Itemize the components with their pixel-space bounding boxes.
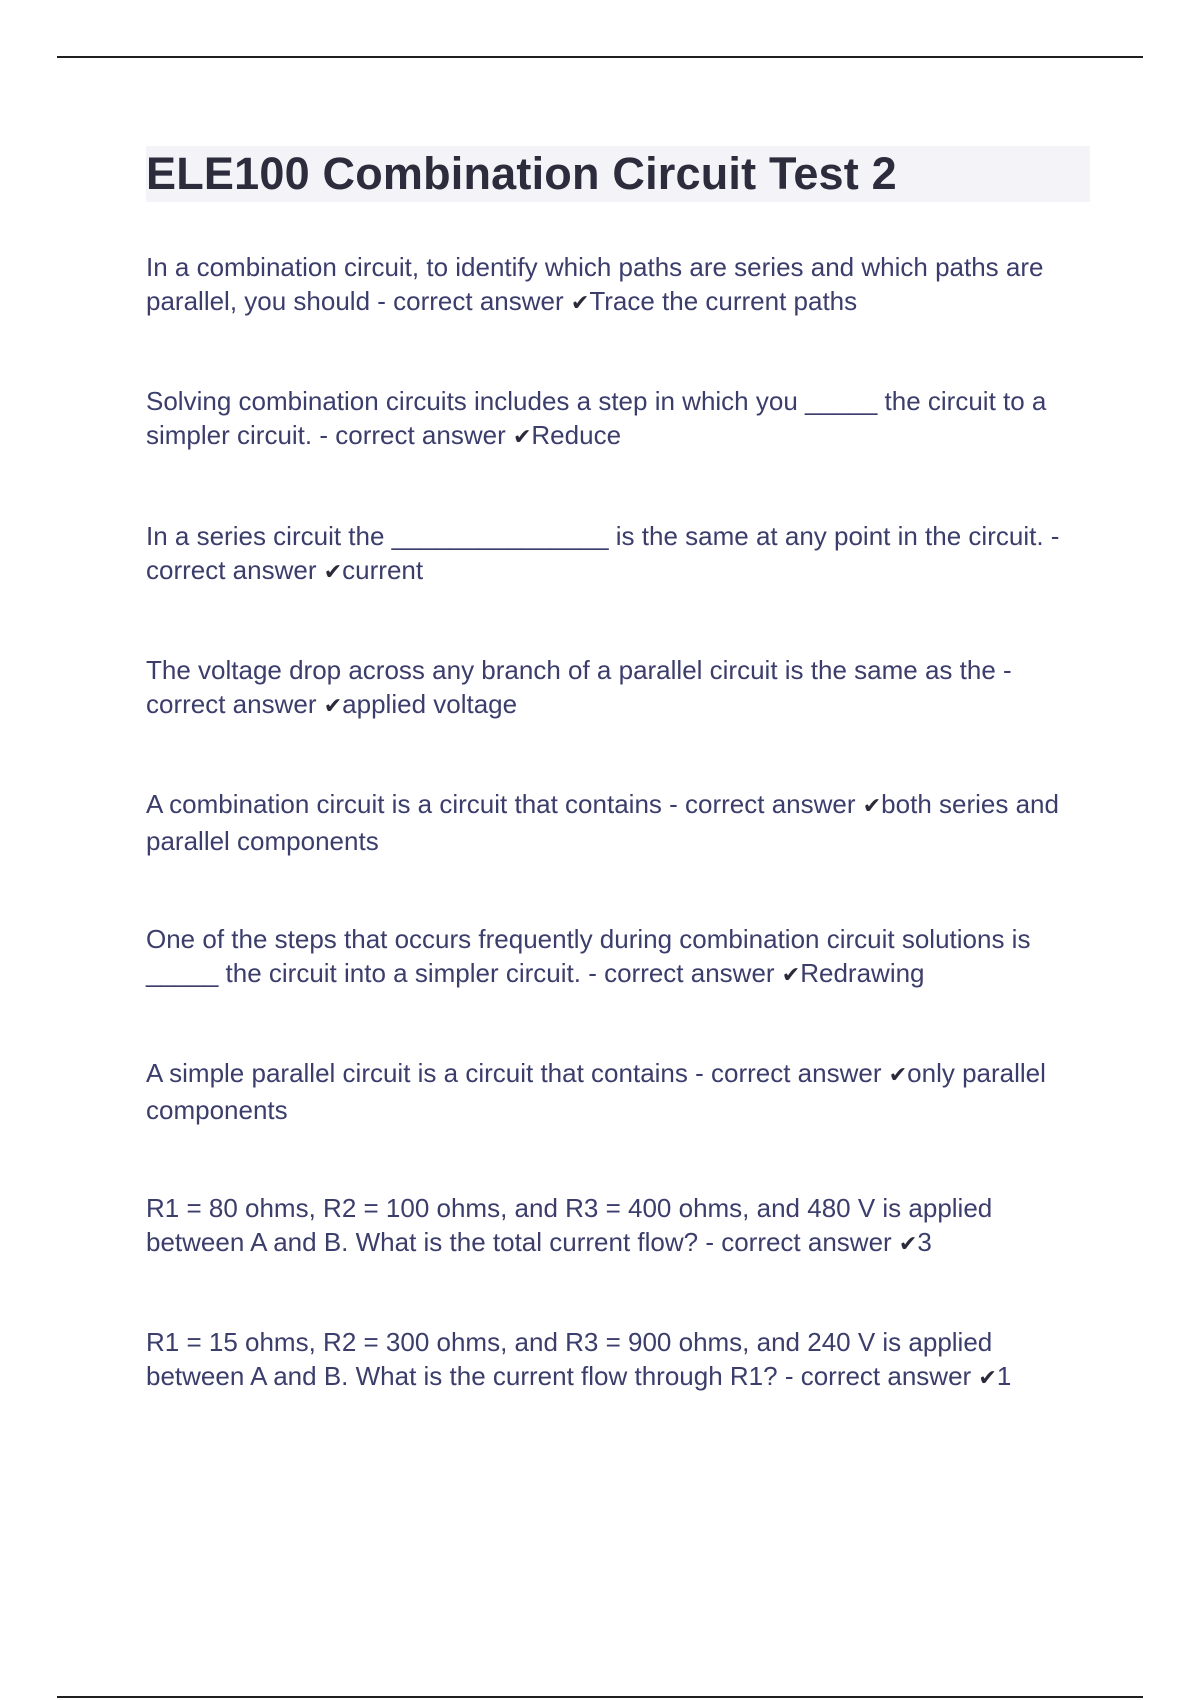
top-rule: [57, 56, 1143, 58]
question-text: One of the steps that occurs frequently during combination circuit solutions is _____ the circuit into a simpler circuit. - correct answer: [146, 924, 1031, 988]
question-text: Solving combination circuits includes a step in which you _____ the circuit to a simpler circuit. - correct answer: [146, 386, 1047, 450]
question-text: R1 = 15 ohms, R2 = 300 ohms, and R3 = 900 ohms, and 240 V is applied between A and B. What is the current flow through R1? - correct answer: [146, 1327, 993, 1391]
question-text: A combination circuit is a circuit that contains - correct answer: [146, 789, 863, 819]
checkmark-icon: ✔: [323, 560, 343, 585]
answer-text: applied voltage: [342, 689, 518, 719]
qa-item-6: [146, 922, 1090, 993]
question-text: In a series circuit the _______________ is the same at any point in the circuit. - correct answer: [146, 521, 1060, 585]
question-text: In a combination circuit, to identify which paths are series and which paths are parallel, you should - correct answer: [146, 252, 1044, 316]
page-title: ELE100 Combination Circuit Test 2: [146, 146, 1090, 202]
answer-text: Trace the current paths: [589, 286, 858, 316]
checkmark-icon: ✔: [898, 1232, 918, 1257]
answer-text: 3: [917, 1227, 932, 1257]
question-text: A simple parallel circuit is a circuit that contains - correct answer: [146, 1058, 889, 1088]
qa-item-3: [146, 519, 1090, 590]
document-body: [146, 146, 1090, 1391]
answer-text: both series and parallel components: [146, 789, 1059, 856]
checkmark-icon: ✔: [570, 291, 590, 316]
qa-item-2: [146, 384, 1090, 455]
answer-text: 1: [996, 1361, 1012, 1391]
checkmark-icon: ✔: [323, 694, 343, 719]
qa-item-9: [146, 1325, 1090, 1396]
qa-item-4: [146, 653, 1090, 724]
checkmark-icon: ✔: [978, 1366, 997, 1391]
question-text: The voltage drop across any branch of a parallel circuit is the same as the - correct answer: [146, 655, 1012, 719]
checkmark-icon: ✔: [512, 425, 532, 450]
bottom-rule: [57, 1696, 1143, 1698]
qa-item-5: [146, 787, 1090, 858]
answer-text: current: [342, 555, 424, 585]
answer-text: Reduce: [531, 420, 622, 450]
qa-item-8: [146, 1191, 1090, 1262]
checkmark-icon: ✔: [781, 963, 801, 988]
qa-item-7: [146, 1056, 1090, 1127]
answer-text: Redrawing: [800, 958, 925, 988]
qa-item-1: [146, 250, 1090, 321]
checkmark-icon: ✔: [862, 794, 882, 819]
question-text: R1 = 80 ohms, R2 = 100 ohms, and R3 = 400 ohms, and 480 V is applied between A and B. What is the total current flow? - correct answer: [146, 1193, 993, 1257]
checkmark-icon: ✔: [888, 1063, 908, 1088]
answer-text: only parallel components: [146, 1058, 1046, 1125]
